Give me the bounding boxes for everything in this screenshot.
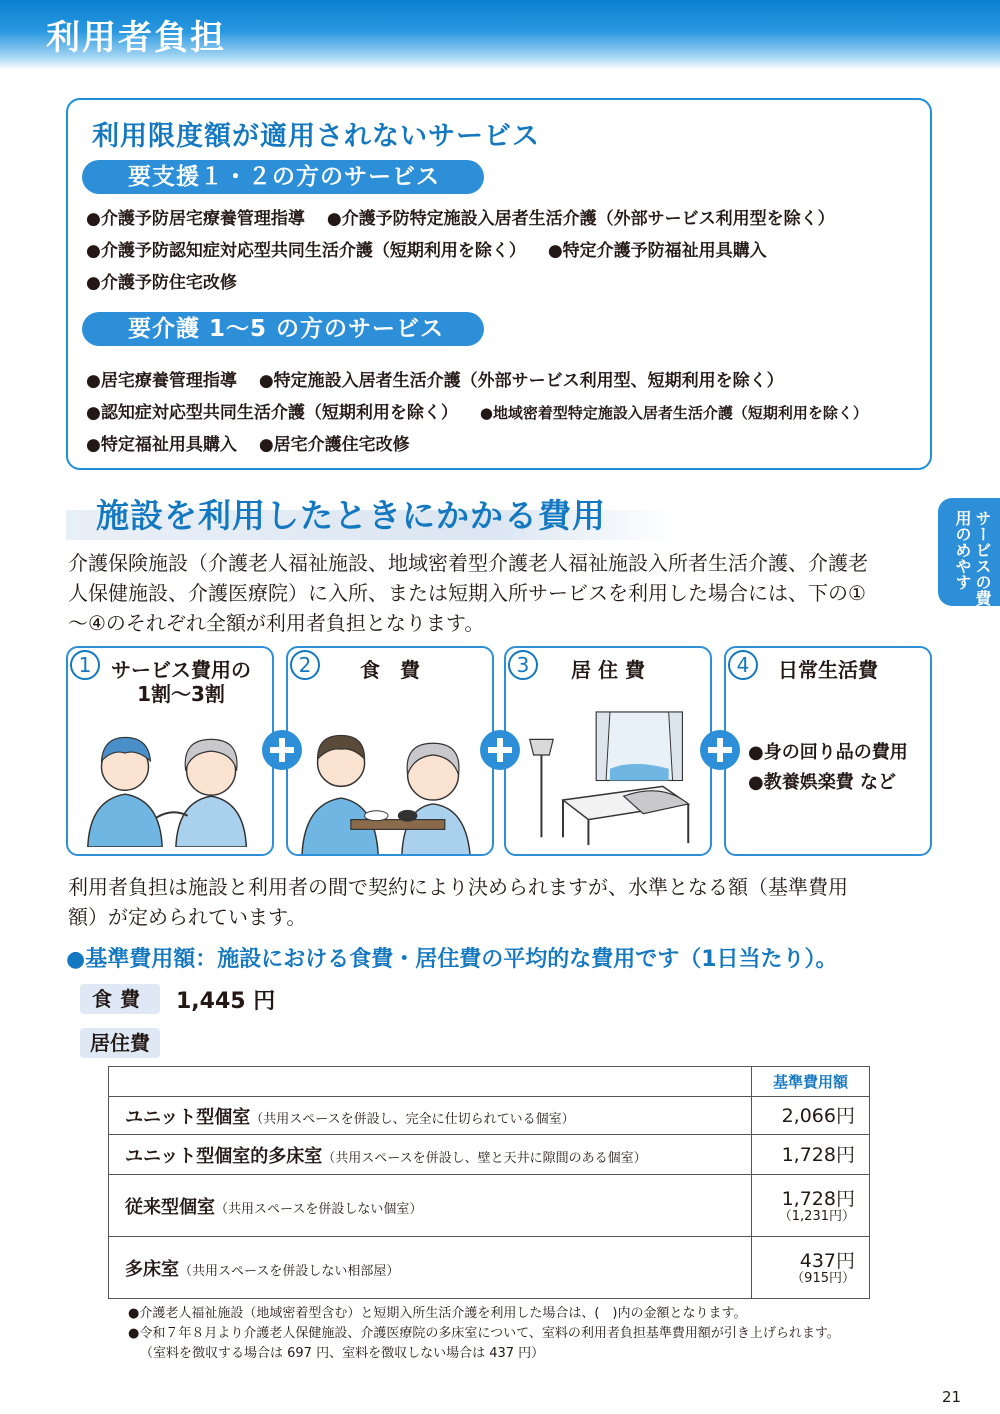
table-row: 従来型個室（共用スペースを併設しない個室） 1,728円 （1,231円）	[109, 1175, 870, 1237]
service-line: ●介護予防住宅改修	[86, 273, 237, 293]
number-badge: 2	[290, 650, 320, 680]
service-line: ●特定福祉用具購入 ●居宅介護住宅改修	[86, 435, 410, 455]
housing-cost-table	[108, 1066, 870, 1299]
cost-card-service	[66, 646, 274, 856]
side-tab	[938, 498, 1000, 606]
side-tab-label: サービスの費用のめやす	[953, 510, 992, 606]
contract-paragraph: 利用者負担は施設と利用者の間で契約により決められますが、水準となる額（基準費用 額）が定められています。	[68, 875, 848, 929]
service-line: ●居宅療養管理指導 ●特定施設入居者生活介護（外部サービス利用型、短期利用を除く）	[86, 371, 784, 391]
footnote: （室料を徴収する場合は 697 円、室料を徴収しない場合は 437 円）	[140, 1346, 545, 1361]
cost-card-housing	[504, 646, 712, 856]
page-title: 利用者負担	[46, 18, 226, 58]
card-title: 日常生活費	[778, 658, 878, 682]
intro-paragraph: 介護保険施設（介護老人福祉施設、地域密着型介護老人福祉施設入所者生活介護、介護老 人保健施設、介護医療院）に入所、または短期入所サービスを利用した場合には、下の① 〜④のそれぞれ全額が利用者負担となります。	[68, 551, 868, 635]
list-item: ●教養娯楽費 など	[748, 772, 896, 793]
cost-card-daily-living	[724, 646, 932, 856]
footnote: ●介護老人福祉施設（地域密着型含む）と短期入所生活介護を利用した場合は、( )内の金額となります。	[128, 1306, 747, 1321]
caregiver-illustration	[78, 710, 262, 847]
card-title: 食 費	[360, 658, 420, 682]
card-title: サービス費用の 1割〜3割	[111, 658, 251, 706]
card-title: 居 住 費	[571, 658, 645, 682]
meal-assistance-illustration	[298, 710, 482, 856]
service-line: ●介護予防認知症対応型共同生活介護（短期利用を除く） ●特定介護予防福祉用具購入	[86, 241, 767, 261]
no-limit-services-box	[66, 98, 932, 470]
number-badge: 3	[508, 650, 538, 680]
list-item: ●身の回り品の費用	[748, 742, 908, 763]
page-number: 21	[942, 1388, 962, 1406]
plus-icon	[262, 730, 302, 770]
food-label: 食費	[80, 984, 160, 1014]
food-value: 1,445 円	[176, 989, 276, 1014]
section-title: 施設を利用したときにかかる費用	[96, 496, 606, 535]
plus-icon	[700, 730, 740, 770]
care-level-label: 要介護 1〜5 の方のサービス	[82, 312, 484, 346]
cost-card-food	[286, 646, 494, 856]
housing-label: 居住費	[80, 1028, 160, 1058]
table-row: ユニット型個室的多床室（共用スペースを併設し、壁と天井に隙間のある個室） 1,728円	[109, 1135, 870, 1175]
footnote: ●令和７年８月より介護老人保健施設、介護医療院の多床室について、室料の利用者負担基準費用額が引き上げられます。	[128, 1326, 840, 1341]
box-title: 利用限度額が適用されないサービス	[92, 121, 540, 152]
column-header: 基準費用額	[752, 1067, 870, 1097]
service-line: ●介護予防居宅療養管理指導 ●介護予防特定施設入居者生活介護（外部サービス利用型を除く）	[86, 209, 835, 229]
daily-items-list	[748, 738, 908, 798]
support-level-label: 要支援１・２の方のサービス	[82, 160, 484, 194]
table-row: 多床室（共用スペースを併設しない相部屋） 437円 （915円）	[109, 1237, 870, 1299]
page-header	[0, 0, 1000, 70]
service-line: ●認知症対応型共同生活介護（短期利用を除く） ●地域密着型特定施設入居者生活介護（短期利用を除く）	[86, 403, 868, 423]
table-row: ユニット型個室（共用スペースを併設し、完全に仕切られている個室） 2,066円	[109, 1097, 870, 1135]
plus-icon	[480, 730, 520, 770]
table-header-row	[109, 1067, 870, 1097]
standard-cost-heading: ●基準費用額：施設における食費・居住費の平均的な費用です（1日当たり）。	[66, 947, 838, 972]
room-bed-illustration	[516, 710, 700, 847]
number-badge: 4	[728, 650, 758, 680]
number-badge: 1	[70, 650, 100, 680]
